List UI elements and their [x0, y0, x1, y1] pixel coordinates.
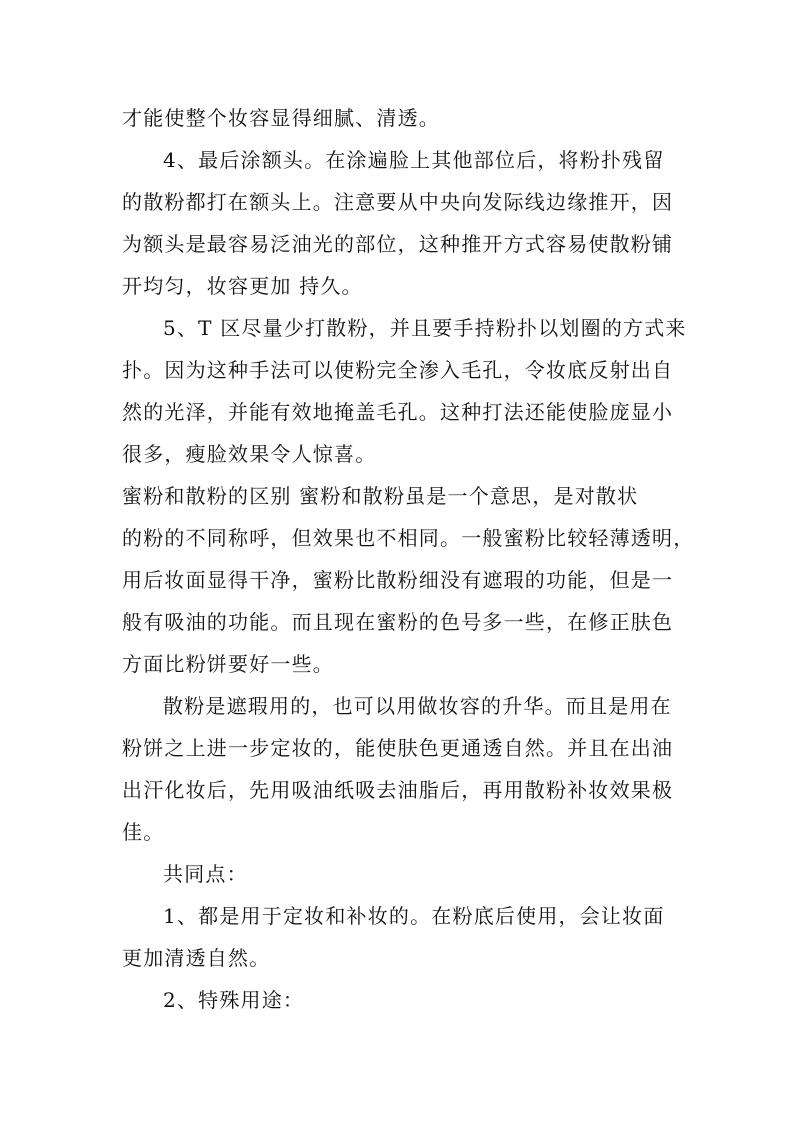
text-line: 很多，瘦脸效果令人惊喜。 [122, 442, 377, 466]
text-line: 的散粉都打在额头上。注意要从中央向发际线边缘推开，因 [122, 190, 674, 214]
text-line: 2、特殊用途： [163, 988, 305, 1012]
text-line: 佳。 [122, 820, 165, 844]
text-line: 更加清透自然。 [122, 946, 271, 970]
text-line: 共同点： [163, 862, 248, 886]
text-line: 然的光泽，并能有效地掩盖毛孔。这种打法还能使脸庞显小 [122, 400, 674, 424]
text-line: 用后妆面显得干净，蜜粉比散粉细没有遮瑕的功能，但是一 [122, 568, 674, 592]
text-line: 蜜粉和散粉的区别 蜜粉和散粉虽是一个意思，是对散状 [122, 484, 639, 508]
text-line: 1、都是用于定妆和补妆的。在粉底后使用，会让妆面 [163, 904, 665, 928]
text-line: 开均匀，妆容更加 持久。 [122, 274, 363, 298]
text-line: 的粉的不同称呼，但效果也不相同。一般蜜粉比较轻薄透明， [122, 526, 695, 550]
text-line: 为额头是最容易泛油光的部位，这种推开方式容易使散粉铺 [122, 232, 674, 256]
text-line: 扑。因为这种手法可以使粉完全渗入毛孔，令妆底反射出自 [122, 358, 674, 382]
text-line: 般有吸油的功能。而且现在蜜粉的色号多一些，在修正肤色 [122, 610, 674, 634]
text-line: 4、最后涂额头。在涂遍脸上其他部位后，将粉扑残留 [163, 148, 665, 172]
text-line: 才能使整个妆容显得细腻、清透。 [122, 106, 440, 130]
text-line: 5、T 区尽量少打散粉，并且要手持粉扑以划圈的方式来 [163, 316, 687, 340]
text-line: 散粉是遮瑕用的，也可以用做妆容的升华。而且是用在 [163, 694, 672, 718]
text-line: 粉饼之上进一步定妆的，能使肤色更通透自然。并且在出油 [122, 736, 674, 760]
text-line: 方面比粉饼要好一些。 [122, 652, 334, 676]
text-line: 出汗化妆后，先用吸油纸吸去油脂后，再用散粉补妆效果极 [122, 778, 674, 802]
